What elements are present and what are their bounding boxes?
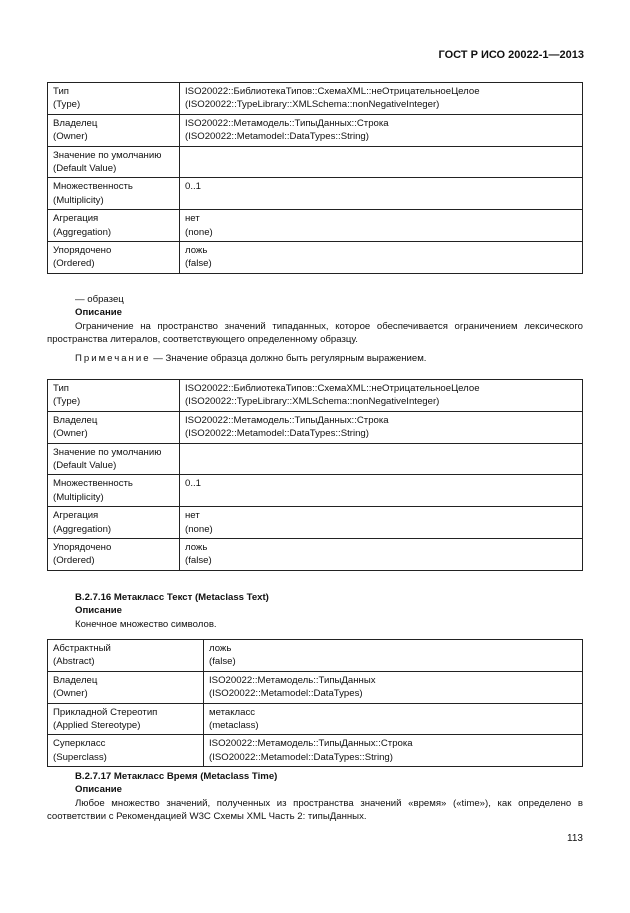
table-row bbox=[48, 210, 583, 242]
property-name-cell: Владелец (Owner) bbox=[48, 114, 180, 146]
paragraph: Ограничение на пространство значений типаданных, которое обеспечивается ограничением лексического пространства литералов, соответствующего определенному образцу. bbox=[47, 320, 583, 346]
paragraph: Любое множество значений, полученных из пространства значений «время» («time»), как определено в соответствии с Рекомендацией W3C Схемы XML Часть 2: типыДанных. bbox=[47, 797, 583, 823]
property-name-cell: Упорядочено (Ordered) bbox=[48, 539, 180, 571]
property-value-cell: ISO20022::БиблиотекаТипов::СхемаXML::неОтрицательноеЦелое (ISO20022::TypeLibrary::XMLSchema::nonNegativeInteger) bbox=[180, 380, 583, 412]
table-row bbox=[48, 146, 583, 178]
section-title: B.2.7.17 Метакласс Время (Metaclass Time) bbox=[75, 771, 278, 782]
table-row bbox=[48, 242, 583, 274]
note bbox=[47, 352, 583, 365]
note-text: — Значение образца должно быть регулярным выражением. bbox=[150, 352, 427, 364]
table-row bbox=[48, 671, 583, 703]
section-heading: Описание bbox=[75, 784, 122, 796]
property-value-cell: ISO20022::Метамодель::ТипыДанных::Строка (ISO20022::Metamodel::DataTypes::String) bbox=[204, 735, 583, 767]
property-value-cell: ISO20022::Метамодель::ТипыДанных::Строка (ISO20022::Metamodel::DataTypes::String) bbox=[180, 114, 583, 146]
property-name-cell: Владелец (Owner) bbox=[48, 671, 204, 703]
table-row bbox=[48, 475, 583, 507]
properties-table-2 bbox=[47, 379, 583, 571]
property-value-cell: ложь (false) bbox=[180, 242, 583, 274]
property-value-cell: 0..1 bbox=[180, 178, 583, 210]
property-name-cell: Тип (Type) bbox=[48, 83, 180, 115]
property-name-cell: Суперкласс (Superclass) bbox=[48, 735, 204, 767]
section-heading: Описание bbox=[75, 605, 122, 617]
property-name-cell: Абстрактный (Abstract) bbox=[48, 640, 204, 672]
table-row bbox=[48, 380, 583, 412]
property-name-cell: Множественность (Multiplicity) bbox=[48, 475, 180, 507]
table-row bbox=[48, 735, 583, 767]
metaclass-text-section bbox=[47, 591, 583, 631]
table-row bbox=[48, 443, 583, 475]
property-value-cell: метакласс (metaclass) bbox=[204, 703, 583, 735]
metaclass-time-section bbox=[47, 770, 583, 824]
table-row bbox=[48, 114, 583, 146]
property-value-cell: нет (none) bbox=[180, 507, 583, 539]
property-value-cell bbox=[180, 443, 583, 475]
property-name-cell: Владелец (Owner) bbox=[48, 411, 180, 443]
note-label: Примечание bbox=[75, 352, 151, 364]
table-row bbox=[48, 539, 583, 571]
property-value-cell: 0..1 bbox=[180, 475, 583, 507]
property-name-cell: Агрегация (Aggregation) bbox=[48, 507, 180, 539]
table-row bbox=[48, 83, 583, 115]
property-name-cell: Множественность (Multiplicity) bbox=[48, 178, 180, 210]
property-value-cell: нет (none) bbox=[180, 210, 583, 242]
paragraph: Конечное множество символов. bbox=[75, 618, 217, 630]
table-row bbox=[48, 507, 583, 539]
property-name-cell: Агрегация (Aggregation) bbox=[48, 210, 180, 242]
metaclass-text-table bbox=[47, 639, 583, 767]
property-value-cell: ложь (false) bbox=[180, 539, 583, 571]
property-name-cell: Упорядочено (Ordered) bbox=[48, 242, 180, 274]
table-row bbox=[48, 178, 583, 210]
table-row bbox=[48, 703, 583, 735]
section-heading: Описание bbox=[75, 307, 122, 319]
property-value-cell: ложь (false) bbox=[204, 640, 583, 672]
property-name-cell: Прикладной Стереотип (Applied Stereotype) bbox=[48, 703, 204, 735]
properties-table-1 bbox=[47, 82, 583, 274]
property-value-cell bbox=[180, 146, 583, 178]
document-header: ГОСТ Р ИСО 20022-1—2013 bbox=[438, 49, 584, 61]
section-title: B.2.7.16 Метакласс Текст (Metaclass Text) bbox=[75, 592, 269, 603]
property-name-cell: Значение по умолчанию (Default Value) bbox=[48, 146, 180, 178]
property-name-cell: Тип (Type) bbox=[48, 380, 180, 412]
table-row bbox=[48, 640, 583, 672]
list-item: — образец bbox=[75, 294, 124, 305]
property-value-cell: ISO20022::Метамодель::ТипыДанных (ISO20022::Metamodel::DataTypes) bbox=[204, 671, 583, 703]
property-value-cell: ISO20022::БиблиотекаТипов::СхемаXML::неОтрицательноеЦелое (ISO20022::TypeLibrary::XMLSchema::nonNegativeInteger) bbox=[180, 83, 583, 115]
table-row bbox=[48, 411, 583, 443]
property-value-cell: ISO20022::Метамодель::ТипыДанных::Строка (ISO20022::Metamodel::DataTypes::String) bbox=[180, 411, 583, 443]
page-number: 113 bbox=[567, 833, 583, 844]
pattern-section bbox=[47, 293, 583, 365]
property-name-cell: Значение по умолчанию (Default Value) bbox=[48, 443, 180, 475]
